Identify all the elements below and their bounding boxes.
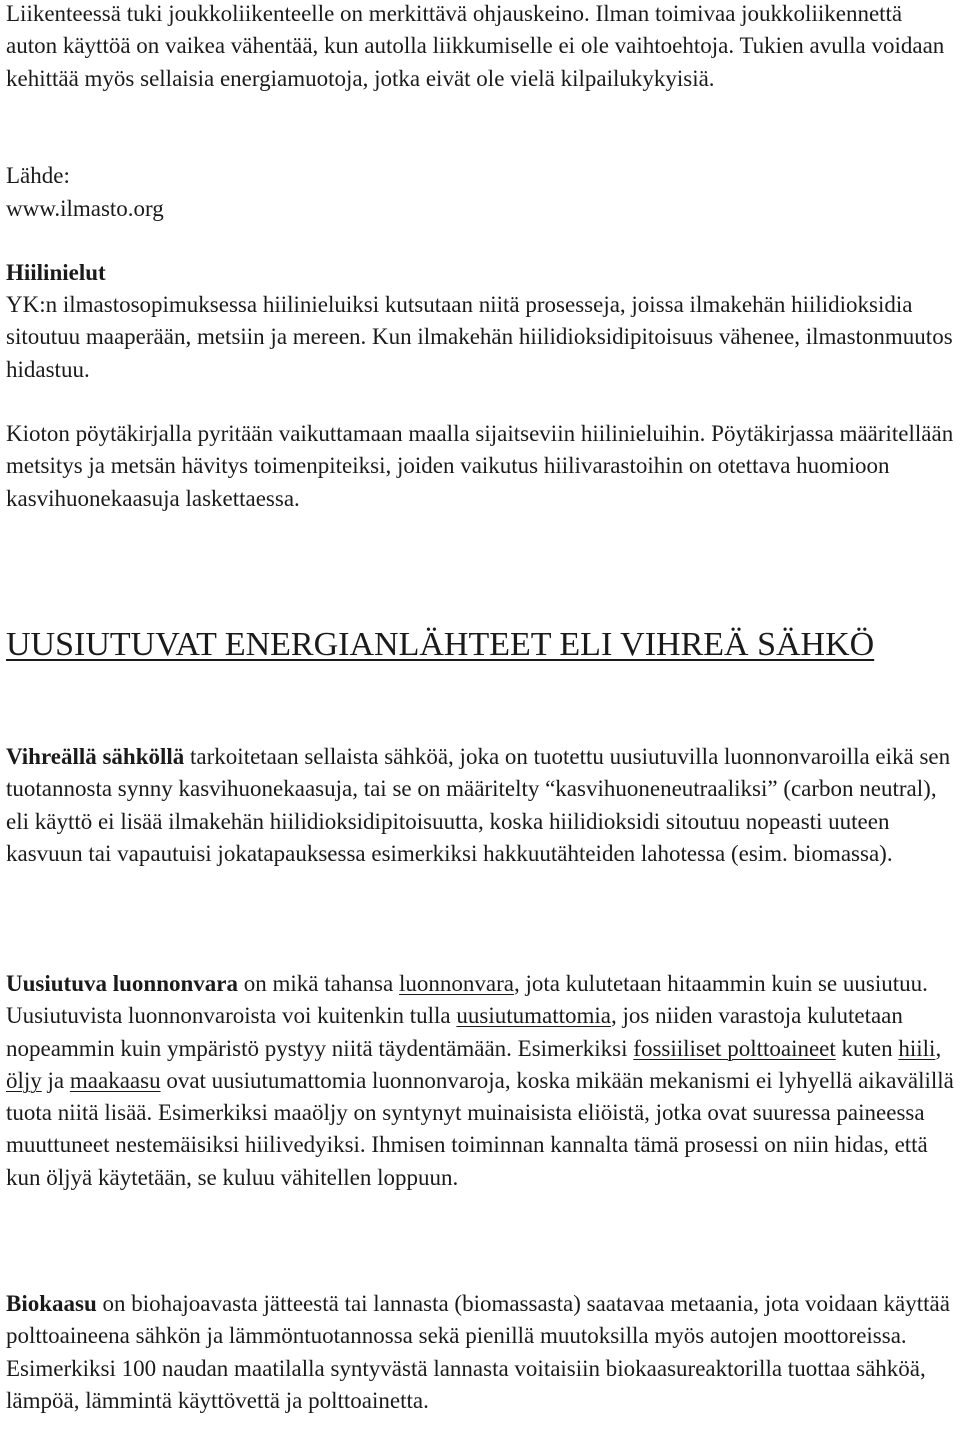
green-electricity-term: Vihreällä sähköllä (6, 744, 185, 769)
source-url: www.ilmasto.org (6, 196, 164, 221)
carbon-sinks-heading: Hiilinielut (6, 260, 106, 285)
link-oljy[interactable]: öljy (6, 1067, 42, 1093)
link-hiili[interactable]: hiili (898, 1035, 936, 1061)
paragraph-text: ja (41, 1067, 70, 1093)
paragraph-text: ovat uusiutumattomia luonnonvaroja, koska mikään mekanismi ei lyhyellä aikavälillä tuota niitä lisää. Esimerkiksi maaöljy on syntynyt muinaisista eliöistä, jotka ovat suuressa paineessa muuttuneet nestemäisiksi hiilivedyiksi. Ihmisen toiminnan kannalta tämä prosessi on niin hidas, että kun öljyä käytetään, se kuluu vähitellen loppuun. (6, 1067, 954, 1190)
intro-paragraph: Liikenteessä tuki joukkoliikenteelle on merkittävä ohjauskeino. Ilman toimivaa joukkoliikennettä auton käyttöä on vaikea vähentää, kun autolla liikkumiselle ei ole vaihtoehtoja. Tukien avulla voidaan kehittää myös sellaisia energiamuotoja, jotka eivät ole vielä kilpailukykyisiä. (6, 1, 945, 91)
carbon-sinks-paragraph-2: Kioton pöytäkirjalla pyritään vaikuttamaan maalla sijaitseviin hiilinieluihin. Pöytäkirjassa määritellään metsitys ja metsän hävitys toimenpiteiksi, joiden vaikutus hiilivarastoihin on otettava huomioon kasvihuonekaasuja laskettaessa. (6, 421, 954, 511)
renewable-resource-term: Uusiutuva luonnonvara (6, 971, 238, 996)
link-fossiiliset-polttoaineet[interactable]: fossiiliset polttoaineet (633, 1035, 836, 1061)
link-maakaasu[interactable]: maakaasu (69, 1067, 161, 1093)
link-luonnonvara[interactable]: luonnonvara (398, 971, 514, 996)
link-uusiutumattomia[interactable]: uusiutumattomia (456, 1003, 611, 1029)
paragraph-text: , jos niiden varastoja kulutetaan nopeammin kuin ympäristö pystyy niitä täydentämään. Esimerkiksi (6, 1003, 903, 1061)
green-electricity-text: tarkoitetaan sellaista sähköä, joka on tuotettu uusiutuvilla luonnonvaroilla eikä sen tuotannosta synny kasvihuonekaasuja, tai se on määritelty “kasvihuoneneutraaliksi” (carbon neutral), eli käyttö ei lisää ilmakehän hiilidioksidipitoisuutta, koska hiilidioksidi sitoutuu nopeasti uuteen kasvuun tai vapautuisi jokatapauksessa esimerkiksi hakkuutähteiden lahotessa (esim. biomassa). (6, 744, 951, 866)
biogas-paragraph (6, 1288, 954, 1417)
paragraph-text: , jota kulutetaan hitaammin kuin se uusiutuu. Uusiutuvista luonnonvaroista voi kuitenkin tulla (6, 971, 928, 1029)
biogas-term: Biokaasu (6, 1291, 97, 1316)
paragraph-text: , (935, 1035, 942, 1061)
paragraph-text: kuten (835, 1035, 899, 1061)
biogas-text: on biohajoavasta jätteestä tai lannasta (biomassasta) saatavaa metaania, jota voidaan käyttää polttoaineena sähkön ja lämmöntuotannossa sekä pienillä muutoksilla myös autojen moottoreissa. Esimerkiksi 100 naudan maatilalla syntyvästä lannasta voitaisiin biokaasureaktorilla tuottaa sähköä, lämpöä, lämmintä käyttövettä ja polttoainetta. (6, 1291, 950, 1413)
source-label: Lähde: (6, 163, 70, 188)
renewable-energy-heading: UUSIUTUVAT ENERGIANLÄHTEET ELI VIHREÄ SÄHKÖ (6, 626, 875, 663)
carbon-sinks-paragraph-1: YK:n ilmastosopimuksessa hiilinieluiksi kutsutaan niitä prosesseja, joissa ilmakehän hiilidioksidia sitoutuu maaperään, metsiin ja mereen. Kun ilmakehän hiilidioksidipitoisuus vähenee, ilmastonmuutos hidastuu. (6, 292, 953, 382)
green-electricity-paragraph (6, 741, 954, 870)
renewable-resource-paragraph (6, 968, 954, 1194)
paragraph-text: on mikä tahansa (238, 971, 399, 996)
